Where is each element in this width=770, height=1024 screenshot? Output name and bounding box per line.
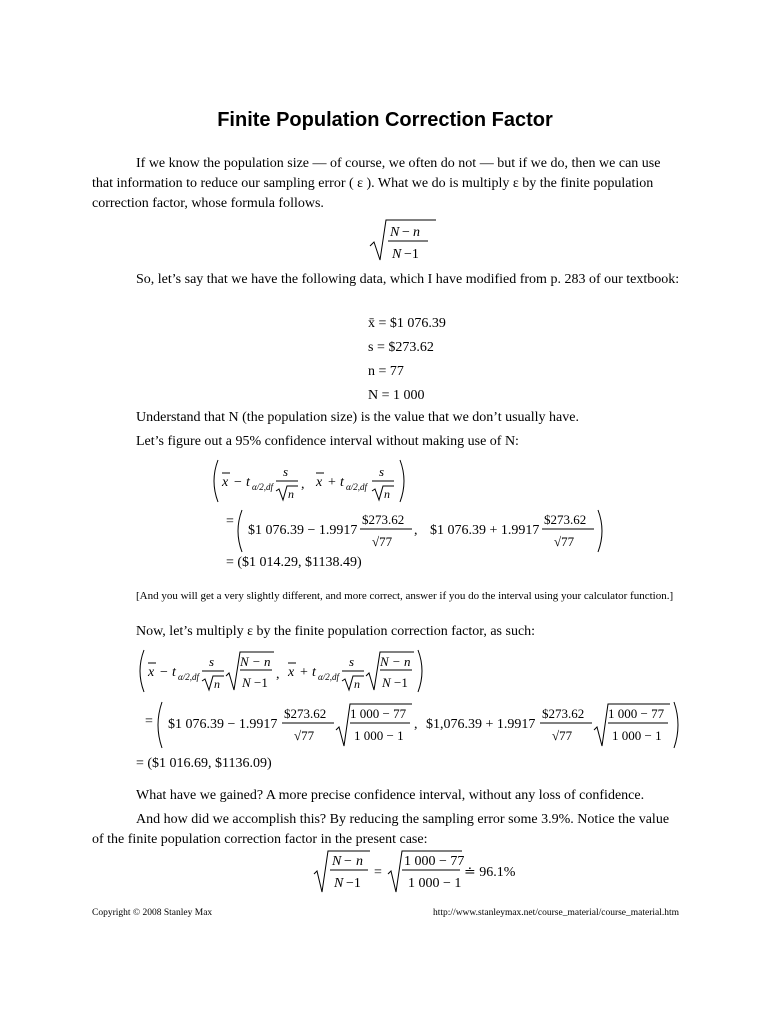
data-n: n = 77: [368, 364, 404, 379]
svg-text:N: N: [392, 247, 402, 262]
svg-text:s: s: [209, 654, 215, 669]
svg-text:α/2,df: α/2,df: [346, 482, 367, 492]
calculator-note: [And you will get a very slightly different, and more correct, answer if you do the interval using your calculator function.]: [136, 590, 674, 602]
svg-text:n: n: [288, 487, 294, 501]
accomplish-paragraph: And how did we accomplish this? By reducing the sampling error some 3.9%. Notice the value of the finite population correction factor in the present case:: [92, 812, 670, 847]
svg-text:x: x: [222, 475, 229, 490]
page-title: Finite Population Correction Factor: [217, 109, 553, 131]
svg-text:s: s: [349, 654, 355, 669]
svg-text:N: N: [334, 876, 344, 891]
svg-text:α/2,df: α/2,df: [178, 672, 199, 682]
svg-text:n: n: [354, 677, 360, 691]
svg-text:x: x: [148, 665, 155, 680]
final-fpc-den: 1 000 − 1: [408, 876, 462, 891]
svg-text:,: ,: [414, 523, 418, 538]
fpc-formula: [368, 218, 438, 264]
svg-text:N: N: [382, 675, 391, 690]
svg-text:n: n: [214, 677, 220, 691]
svg-text:α/2,df: α/2,df: [318, 672, 339, 682]
svg-text:−1: −1: [254, 675, 268, 690]
svg-text:−: −: [344, 854, 352, 869]
eq2-result: = ($1 016.69, $1136.09): [136, 756, 272, 771]
footer-url[interactable]: http://www.stanleymax.net/course_material/course_material.htm: [433, 908, 680, 918]
eq1-right-term: $1 076.39 + 1.9917: [430, 523, 540, 538]
eq1-left-term: $1 076.39 − 1.9917: [248, 523, 358, 538]
svg-text:+: +: [328, 475, 336, 490]
understand-paragraph: Understand that N (the population size) is the value that we don’t usually have.: [136, 410, 579, 425]
eq1-frac-num-left: $273.62: [362, 512, 405, 527]
data-s: s = $273.62: [368, 340, 434, 355]
eq2-fpc-den-left: 1 000 − 1: [354, 728, 404, 743]
gained-paragraph: What have we gained? A more precise confidence interval, without any loss of confidence.: [136, 788, 645, 803]
svg-text:=: =: [374, 865, 382, 880]
footer-copyright: Copyright © 2008 Stanley Max: [92, 908, 213, 918]
svg-text:−: −: [234, 475, 242, 490]
svg-text:t: t: [312, 665, 316, 680]
svg-text:s: s: [379, 464, 385, 479]
fpc-ci-formula: [136, 648, 426, 694]
svg-text:t: t: [340, 475, 344, 490]
eq2-frac-den-right: √77: [552, 728, 573, 743]
svg-text:s: s: [283, 464, 289, 479]
eq2-frac-num-right: $273.62: [542, 706, 585, 721]
svg-text:−1: −1: [404, 247, 419, 262]
ci-substituted: [234, 508, 606, 554]
eq2-fpc-num-left: 1 000 − 77: [350, 706, 407, 721]
svg-text:−: −: [402, 225, 410, 240]
final-value: ≐ 96.1%: [464, 865, 516, 880]
svg-text:N: N: [242, 675, 251, 690]
eq2-frac-den-left: √77: [294, 728, 315, 743]
data-xbar: x̄ = $1 076.39: [368, 316, 446, 331]
intro-paragraph: If we know the population size — of course, we often do not — but if we do, then we can use that information to reduce our sampling error ( ε ). What we do is multiply ε by the finite population correction factor, whose formula follows.: [92, 156, 661, 211]
svg-text:−1: −1: [346, 876, 361, 891]
data-paragraph: So, let’s say that we have the following data, which I have modified from p. 283 of our textbook:: [136, 272, 680, 287]
svg-text:x: x: [316, 475, 323, 490]
svg-text:−1: −1: [394, 675, 408, 690]
eq2-left-term: $1 076.39 − 1.9917: [168, 717, 278, 732]
svg-text:N − n: N − n: [380, 654, 411, 669]
svg-text:−: −: [160, 665, 168, 680]
fpc-ci-substituted: [154, 700, 682, 750]
svg-text:N: N: [332, 854, 342, 869]
svg-text:α/2,df: α/2,df: [252, 482, 273, 492]
ci-intro-paragraph: Let’s figure out a 95% confidence interval without making use of N:: [136, 434, 519, 449]
eq2-fpc-num-right: 1 000 − 77: [608, 706, 665, 721]
svg-text:t: t: [172, 665, 176, 680]
svg-text:+: +: [300, 665, 308, 680]
eq1-result: = ($1 014.29, $1138.49): [226, 555, 362, 570]
data-N: N = 1 000: [368, 388, 425, 403]
eq2-frac-num-left: $273.62: [284, 706, 327, 721]
svg-text:N: N: [390, 225, 400, 240]
svg-text:n: n: [384, 487, 390, 501]
svg-text:n: n: [413, 225, 420, 240]
eq2-right-term: $1,076.39 + 1.9917: [426, 717, 536, 732]
svg-text:,: ,: [276, 667, 280, 682]
eq1-frac-den-right: √77: [554, 534, 575, 549]
svg-text:x: x: [288, 665, 295, 680]
multiply-paragraph: Now, let’s multiply ε by the finite population correction factor, as such:: [136, 624, 536, 639]
svg-text:,: ,: [301, 477, 305, 492]
data-block: [368, 312, 446, 408]
eq2-fpc-den-right: 1 000 − 1: [612, 728, 662, 743]
fpc-value-equation: [312, 848, 516, 894]
eq1-frac-num-right: $273.62: [544, 512, 587, 527]
svg-text:N − n: N − n: [240, 654, 271, 669]
svg-text:,: ,: [414, 717, 418, 732]
svg-text:n: n: [356, 854, 363, 869]
svg-text:t: t: [246, 475, 250, 490]
final-fpc-num: 1 000 − 77: [404, 854, 465, 869]
eq1-frac-den-left: √77: [372, 534, 393, 549]
ci-formula: [210, 458, 410, 504]
